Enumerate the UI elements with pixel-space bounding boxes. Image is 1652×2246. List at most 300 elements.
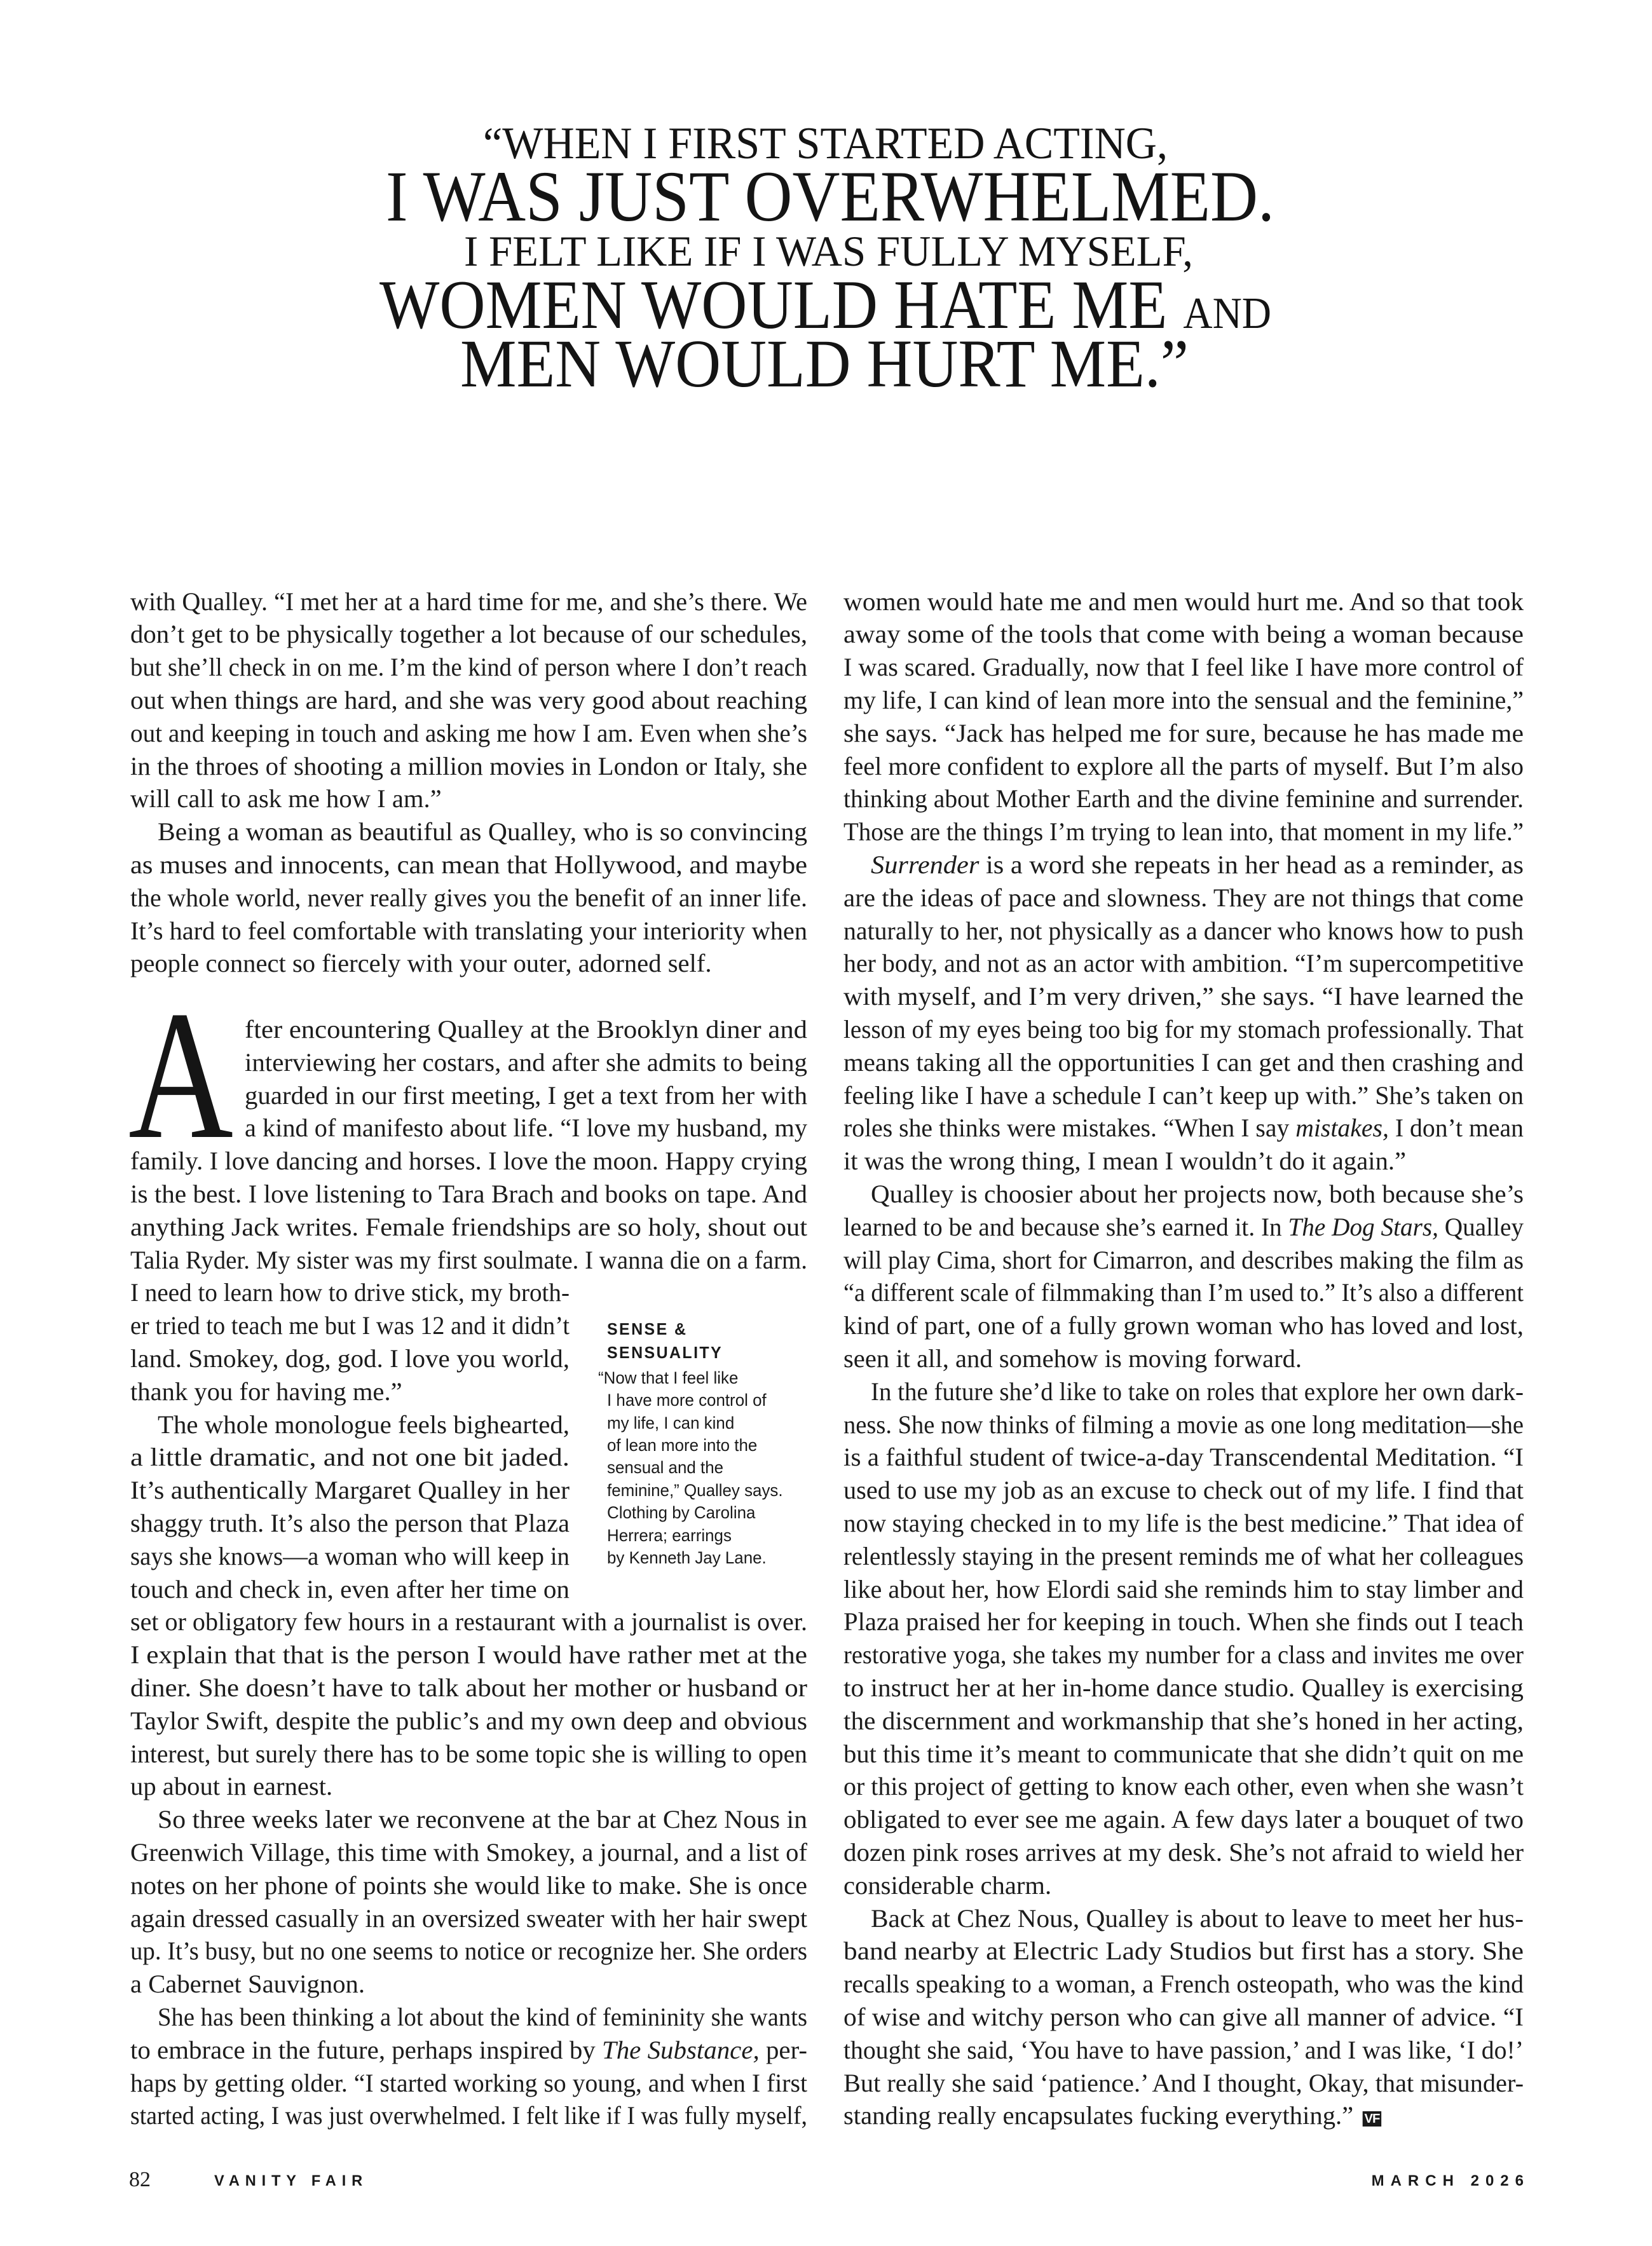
body-line: [843, 651, 1524, 684]
body-text: is the best. I love listening to Tara Brach and books on tape. And: [130, 1180, 807, 1208]
body-line-text: [130, 1211, 807, 1244]
body-text: In the future she’d like to take on roles that explore her own dark-: [871, 1377, 1524, 1406]
body-text: Those are the things I’m trying to lean into, that moment in my life.”: [843, 817, 1524, 847]
caption-line: [607, 1412, 740, 1434]
body-line: [158, 1408, 570, 1441]
body-text: the discernment and workmanship that she’s honed in her acting,: [843, 1706, 1524, 1735]
body-line-text: [130, 1178, 807, 1211]
body-line: [843, 1408, 1524, 1441]
body-line-text: [843, 1573, 1524, 1606]
body-line-text: [843, 1408, 1524, 1441]
body-text: ness. She now thinks of filming a movie as one long meditation—she: [843, 1410, 1524, 1439]
caption-text: feminine,” Qualley says.: [607, 1480, 783, 1500]
body-line-text: [130, 915, 807, 948]
body-text: means taking all the opportunities I can get and then crashing and: [843, 1047, 1524, 1077]
body-line: [130, 1770, 807, 1803]
body-line-text: [130, 1935, 807, 1968]
body-line: [843, 815, 1524, 848]
body-text: Qualley: [1438, 1212, 1524, 1241]
body-text: It’s authentically Margaret Qualley in her: [130, 1476, 570, 1505]
body-line-text: [130, 750, 807, 783]
body-line: [130, 782, 807, 815]
body-line-text: [843, 1046, 1524, 1079]
body-text: “a different scale of filmmaking than I’m used to.” It’s also a different: [843, 1278, 1524, 1307]
body-line: [130, 1738, 807, 1771]
body-line: [843, 1013, 1524, 1046]
body-text: touch and check in, even after her time on: [130, 1574, 570, 1603]
body-line: [843, 1869, 1524, 1902]
body-text: up. It’s busy, but no one seems to notice or recognize her. She orders: [130, 1936, 807, 1966]
body-line: [843, 1309, 1524, 1342]
body-line: [130, 848, 807, 881]
body-text: says she knows—a woman who will keep in: [130, 1541, 570, 1570]
body-text: haps by getting older. “I started working so young, and when I first: [130, 2068, 807, 2097]
body-line: [843, 1211, 1524, 1244]
issue-date: MARCH 2026: [1371, 2172, 1530, 2190]
body-line: [130, 1968, 807, 2001]
body-line: [130, 1671, 807, 1705]
body-text: her body, and not as an actor with ambition. “I’m supercompetitive: [843, 949, 1524, 978]
body-line-text: [843, 1770, 1524, 1803]
body-text: again dressed casually in an oversized sweater with her hair swept: [130, 1903, 807, 1933]
body-line-text: [130, 848, 807, 881]
body-line-text: [130, 1869, 807, 1902]
body-text: land. Smokey, dog, god. I love you world,: [130, 1344, 570, 1373]
body-line: [843, 1474, 1524, 1507]
caption-title-line: [607, 1341, 728, 1364]
body-line: [843, 980, 1524, 1013]
body-line-text: [130, 1738, 807, 1771]
body-line: [130, 2099, 807, 2132]
body-line: [130, 1869, 807, 1902]
body-line: [843, 1671, 1524, 1705]
body-line: [130, 1902, 807, 1935]
body-line-text: [843, 1145, 1406, 1178]
body-text: a little dramatic, and not one bit jaded.: [130, 1443, 570, 1472]
caption-text: Clothing by Carolina: [607, 1503, 756, 1523]
body-text: like about her, how Elordi said she reminds him to stay limber and: [843, 1574, 1524, 1603]
body-line-text: [843, 1013, 1524, 1046]
body-text: as muses and innocents, can mean that Hollywood, and maybe: [130, 850, 807, 879]
headline-line: [386, 157, 1353, 237]
body-line: [843, 1738, 1524, 1771]
italic-text: mistakes,: [1295, 1113, 1389, 1143]
body-text: will call to ask me how I am.”: [130, 784, 442, 813]
vanity-fair-end-mark-icon: VF: [1362, 2111, 1381, 2127]
body-line: [843, 1705, 1524, 1738]
body-line-text: [130, 1474, 570, 1507]
body-text: Greenwich Village, this time with Smokey, a journal, and a list of: [130, 1838, 807, 1867]
headline-text: I WAS JUST OVERWHELMED.: [386, 157, 1274, 237]
caption-line: [607, 1524, 737, 1547]
body-text: to embrace in the future, perhaps inspired by: [130, 2035, 602, 2064]
body-line-text: [843, 1276, 1524, 1309]
body-text: feel more confident to explore all the parts of myself. But I’m also: [843, 751, 1524, 780]
body-line: [843, 1046, 1524, 1079]
body-text: notes on her phone of points she would like to make. She is once: [130, 1870, 807, 1900]
body-line-text: [871, 1375, 1524, 1408]
body-text: thought she said, ‘You have to have passion,’ and I was like, ‘I do!’: [843, 2035, 1524, 2064]
body-text: Taylor Swift, despite the public’s and my own deep and obvious: [130, 1706, 807, 1735]
body-line-text: [130, 1705, 807, 1738]
body-text: She has been thinking a lot about the kind of femininity she wants: [158, 2003, 807, 2031]
body-line-text: [130, 618, 807, 651]
body-line-text: [130, 2099, 807, 2132]
caption-line: [598, 1366, 744, 1389]
body-line: [843, 881, 1524, 915]
body-line: [130, 1342, 570, 1375]
body-line: [130, 2034, 807, 2067]
body-text: but this time it’s meant to communicate that she didn’t quit on me: [843, 1739, 1524, 1768]
body-text: Being a woman as beautiful as Qualley, who is so convincing: [158, 817, 807, 847]
body-line-text: [843, 1244, 1524, 1277]
body-text: Back at Chez Nous, Qualley is about to leave to meet her hus-: [871, 1903, 1524, 1933]
body-line-text: [843, 750, 1524, 783]
body-text: it was the wrong thing, I mean I wouldn’t do it again.”: [843, 1147, 1407, 1176]
body-line-text: [843, 1738, 1524, 1771]
body-line-text: [245, 1013, 807, 1046]
body-text: lesson of my eyes being too big for my stomach professionally. That: [843, 1015, 1524, 1044]
body-line-text: [130, 1902, 807, 1935]
body-line-text: [843, 1540, 1524, 1573]
body-line-text: [843, 1079, 1524, 1112]
body-line: [245, 1013, 807, 1046]
body-line-text: [843, 1671, 1524, 1705]
body-line-text: [130, 1770, 332, 1803]
body-line: [843, 585, 1524, 618]
body-text: with Qualley. “I met her at a hard time for me, and she’s there. We: [130, 587, 807, 616]
body-text: restorative yoga, she takes my number for a class and invites me over: [843, 1640, 1524, 1670]
body-line-text: [130, 1507, 570, 1540]
body-line: [843, 1638, 1524, 1671]
body-text: fter encountering Qualley at the Brooklyn diner and: [245, 1015, 807, 1044]
body-text: Plaza praised her for keeping in touch. When she finds out I teach: [843, 1607, 1524, 1637]
body-line-text: [843, 1309, 1524, 1342]
body-text: interviewing her costars, and after she admits to being: [245, 1047, 807, 1077]
body-line: [843, 1507, 1524, 1540]
body-text: band nearby at Electric Lady Studios but first has a story. She: [843, 1936, 1524, 1966]
body-text: naturally to her, not physically as a dancer who knows how to push: [843, 916, 1524, 945]
body-line: [843, 1145, 1524, 1178]
body-text: thank you for having me.”: [130, 1377, 402, 1406]
body-text: my life, I can kind of lean more into the sensual and the feminine,”: [843, 686, 1524, 714]
body-line-text: [843, 1968, 1524, 2001]
body-line: [130, 1573, 570, 1606]
body-line-text: [130, 717, 807, 750]
body-line-text: [843, 881, 1524, 915]
body-line: [871, 1178, 1524, 1211]
body-line: [158, 815, 807, 848]
body-text: she says. “Jack has helped me for sure, because he has made me: [843, 718, 1524, 747]
body-text: up about in earnest.: [130, 1772, 333, 1801]
body-line-text: [843, 585, 1524, 618]
caption-line: [607, 1389, 773, 1412]
body-line-text: [130, 1968, 365, 2001]
body-text: er tried to teach me but I was 12 and it didn’t: [130, 1311, 570, 1340]
body-line-text: [130, 1441, 570, 1474]
body-line: [843, 618, 1524, 651]
body-line: [130, 2067, 807, 2100]
body-text: learned to be and because she’s earned it. In: [843, 1212, 1288, 1241]
body-line: [843, 1573, 1524, 1606]
body-text: or this project of getting to know each other, even when she wasn’t: [843, 1772, 1524, 1801]
body-text: but she’ll check in on me. I’m the kind of person where I don’t reach: [130, 653, 807, 682]
body-line: [843, 1770, 1524, 1803]
body-text: standing really encapsulates fucking everything.”: [843, 2101, 1354, 2130]
body-text: now staying checked in to my life is the best medicine.” That idea of: [843, 1509, 1524, 1537]
body-line: [130, 618, 807, 651]
body-text: So three weeks later we reconvene at the bar at Chez Nous in: [158, 1805, 807, 1834]
body-line: [130, 881, 807, 915]
body-text: is a word she repeats in her head as a reminder, as: [979, 850, 1524, 879]
caption-text: of lean more into the: [607, 1435, 758, 1455]
body-text: set or obligatory few hours in a restaurant with a journalist is over.: [130, 1607, 807, 1637]
body-line: [843, 684, 1524, 717]
body-text: the whole world, never really gives you the benefit of an inner life.: [130, 883, 807, 912]
body-line: [843, 1244, 1524, 1277]
body-line-text: [130, 1836, 807, 1869]
body-line-text: [843, 782, 1524, 815]
body-line-text: [130, 1244, 807, 1277]
body-text: Talia Ryder. My sister was my first soulmate. I wanna die on a farm.: [130, 1245, 807, 1274]
body-line-text: [130, 2067, 807, 2100]
body-text: out and keeping in touch and asking me how I am. Even when she’s: [130, 718, 807, 747]
body-line: [130, 1507, 570, 1540]
body-line: [843, 1079, 1524, 1112]
body-line-text: [130, 1276, 570, 1309]
caption-title-text: SENSE &: [607, 1319, 688, 1338]
body-line-text: [843, 1705, 1524, 1738]
body-line-text: [843, 1869, 1051, 1902]
body-text: is a faithful student of twice-a-day Transcendental Meditation. “I: [843, 1443, 1524, 1472]
body-text: I need to learn how to drive stick, my broth-: [130, 1278, 570, 1307]
body-line: [130, 717, 807, 750]
body-line-text: [130, 1342, 570, 1375]
body-text: But really she said ‘patience.’ And I thought, Okay, that misunder-: [843, 2068, 1524, 2097]
body-line: [843, 782, 1524, 815]
body-text: relentlessly staying in the present reminds me of what her colleagues: [843, 1541, 1524, 1570]
body-line-text: [843, 1935, 1524, 1968]
body-line-text: [843, 1836, 1524, 1869]
body-line: [843, 1540, 1524, 1573]
caption-line: [607, 1479, 790, 1502]
body-line-text: [843, 915, 1524, 948]
body-line: [130, 1605, 807, 1638]
body-text: a Cabernet Sauvignon.: [130, 1970, 365, 1999]
body-text: obligated to ever see me again. A few days later a bouquet of two: [843, 1805, 1524, 1834]
body-text: away some of the tools that come with being a woman because: [843, 620, 1524, 649]
body-line: [130, 947, 807, 980]
magazine-name: VANITY FAIR: [214, 2172, 368, 2190]
body-line: [130, 1935, 807, 1968]
caption-line: [607, 1501, 761, 1524]
body-text: women would hate me and men would hurt me. And so that took: [843, 587, 1524, 616]
body-line-text: [158, 2001, 807, 2034]
body-line-text: [130, 651, 807, 684]
body-line: [130, 1540, 570, 1573]
body-line-text: [843, 1474, 1524, 1507]
body-line: [245, 1079, 807, 1112]
body-line: [871, 1375, 1524, 1408]
caption-text: by Kenneth Jay Lane.: [607, 1548, 767, 1567]
body-line: [843, 1112, 1524, 1145]
body-line: [130, 1441, 570, 1474]
caption-line: [607, 1546, 773, 1569]
body-text: are the ideas of pace and slowness. They are not things that come: [843, 883, 1524, 912]
body-line: [843, 1342, 1524, 1375]
italic-text: The Substance,: [601, 2035, 760, 2064]
body-text: will play Cima, short for Cimarron, and describes making the film as: [843, 1245, 1524, 1274]
body-text: feeling like I have a schedule I can’t keep up with.” She’s taken on: [843, 1080, 1524, 1110]
body-text: I don’t mean: [1388, 1113, 1524, 1143]
body-line-text: [843, 815, 1524, 848]
caption-text: sensual and the: [607, 1458, 724, 1478]
body-text: people connect so fiercely with your outer, adorned self.: [130, 949, 712, 978]
headline-text: MEN WOULD HURT ME.”: [460, 327, 1189, 402]
body-line: [130, 1474, 570, 1507]
body-line: [843, 750, 1524, 783]
body-text: family. I love dancing and horses. I love the moon. Happy crying: [130, 1147, 807, 1176]
body-text: considerable charm.: [843, 1870, 1052, 1900]
body-text: thinking about Mother Earth and the divine feminine and surrender.: [843, 784, 1524, 813]
body-line: [843, 1836, 1524, 1869]
body-text: out when things are hard, and she was very good about reaching: [130, 686, 807, 714]
caption-text: Herrera; earrings: [607, 1525, 732, 1545]
body-text: I was scared. Gradually, now that I feel like I have more control of: [843, 653, 1524, 682]
body-line: [130, 1211, 807, 1244]
body-line: [130, 1244, 807, 1277]
body-text: I explain that that is the person I would have rather met at the: [130, 1640, 807, 1670]
body-line-text: [871, 1902, 1524, 1935]
caption-title-text: SENSUALITY: [607, 1343, 723, 1362]
body-line: [843, 947, 1524, 980]
body-text: per-: [759, 2035, 807, 2064]
body-line-text: [843, 2067, 1524, 2100]
body-text: dozen pink roses arrives at my desk. She’s not afraid to wield her: [843, 1838, 1524, 1867]
body-line-text: [130, 782, 442, 815]
body-line-text: [158, 1803, 807, 1836]
body-line: [843, 717, 1524, 750]
body-line: [245, 1112, 807, 1145]
body-line-text: [871, 848, 1524, 881]
body-line: [843, 2067, 1524, 2100]
body-line-text: [843, 2034, 1524, 2067]
body-text: roles she thinks were mistakes. “When I say: [843, 1113, 1296, 1143]
body-line-text: [245, 1079, 807, 1112]
body-line: [843, 1276, 1524, 1309]
body-text: shaggy truth. It’s also the person that Plaza: [130, 1509, 570, 1537]
body-line-text: [843, 1342, 1302, 1375]
body-text: Qualley is choosier about her projects now, both because she’s: [871, 1180, 1524, 1208]
body-text: interest, but surely there has to be some topic she is willing to open: [130, 1739, 807, 1768]
body-text: recalls speaking to a woman, a French osteopath, who was the kind: [843, 1970, 1524, 1999]
body-line-text: [843, 1441, 1524, 1474]
body-text: kind of part, one of a fully grown woman who has loved and lost,: [843, 1311, 1524, 1340]
body-line-text: [130, 1573, 570, 1606]
body-line-text: [130, 684, 807, 717]
body-line-text: [130, 1638, 807, 1671]
headline-text: I FELT LIKE IF I WAS FULLY MYSELF,: [464, 227, 1193, 276]
body-line-text: [843, 1507, 1524, 1540]
headline-text: “WHEN I FIRST STARTED ACTING,: [483, 118, 1168, 168]
body-line: [843, 1935, 1524, 1968]
body-text: It’s hard to feel comfortable with translating your interiority when: [130, 916, 807, 945]
body-line-text: [843, 1112, 1524, 1145]
body-line-text: [843, 618, 1524, 651]
body-line: [843, 2099, 1524, 2132]
body-line-text: [843, 1803, 1524, 1836]
body-line-text: [130, 1605, 807, 1638]
body-line-text: [130, 881, 807, 915]
body-line: [871, 848, 1524, 881]
body-text: to instruct her at her in-home dance studio. Qualley is exercising: [843, 1673, 1524, 1702]
caption-text: I have more control of: [607, 1391, 767, 1410]
body-line: [130, 684, 807, 717]
body-line-text: [843, 651, 1524, 684]
body-line-text: [130, 1375, 402, 1408]
body-text: guarded in our first meeting, I get a text from her with: [245, 1080, 807, 1110]
body-text: a kind of manifesto about life. “I love my husband, my: [245, 1113, 807, 1143]
caption-text: “Now that I feel like: [598, 1368, 739, 1387]
body-line: [843, 2001, 1524, 2034]
body-line-text: [130, 2034, 807, 2067]
body-text: anything Jack writes. Female friendships are so holy, shout out: [130, 1212, 807, 1241]
caption-line: [607, 1434, 763, 1457]
body-line-text: [843, 947, 1524, 980]
body-text: The whole monologue feels bighearted,: [158, 1410, 570, 1439]
headline-line: [460, 327, 1243, 402]
body-line: [130, 1309, 570, 1342]
body-line-text: [245, 1112, 807, 1145]
body-line-text: [871, 1178, 1524, 1211]
body-line-text: [245, 1046, 807, 1079]
body-line-text: [843, 717, 1524, 750]
body-line: [130, 651, 807, 684]
body-line: [130, 585, 807, 618]
headline-main-words: WOMEN WOULD HATE ME: [379, 266, 1168, 343]
body-line: [871, 1902, 1524, 1935]
body-line: [130, 1705, 807, 1738]
body-text: of wise and witchy person who can give all manner of advice. “I: [843, 2003, 1524, 2031]
body-line-text: [130, 1145, 807, 1178]
caption-text: my life, I can kind: [607, 1413, 735, 1433]
body-line: [130, 1638, 807, 1671]
body-line-text: [130, 947, 712, 980]
body-text: don’t get to be physically together a lot because of our schedules,: [130, 620, 807, 649]
body-line: [843, 2034, 1524, 2067]
body-line: [843, 1968, 1524, 2001]
body-line-text: [843, 2099, 1381, 2132]
caption-line: [607, 1456, 728, 1479]
body-line: [843, 915, 1524, 948]
drop-cap: A: [128, 973, 233, 1178]
body-text: diner. She doesn’t have to talk about her mother or husband or: [130, 1673, 807, 1702]
body-line: [158, 2001, 807, 2034]
body-line: [130, 915, 807, 948]
body-text: in the throes of shooting a million movies in London or Italy, she: [130, 751, 807, 780]
headline-small-word: AND: [1183, 289, 1271, 338]
body-text: seen it all, and somehow is moving forward.: [843, 1344, 1302, 1373]
page-number: 82: [129, 2167, 151, 2191]
body-line: [245, 1046, 807, 1079]
body-line: [843, 1441, 1524, 1474]
body-line-text: [843, 2001, 1524, 2034]
body-line: [130, 1276, 570, 1309]
body-line-text: [843, 684, 1524, 717]
body-line-text: [158, 1408, 570, 1441]
body-line: [130, 1145, 807, 1178]
body-line: [130, 1178, 807, 1211]
